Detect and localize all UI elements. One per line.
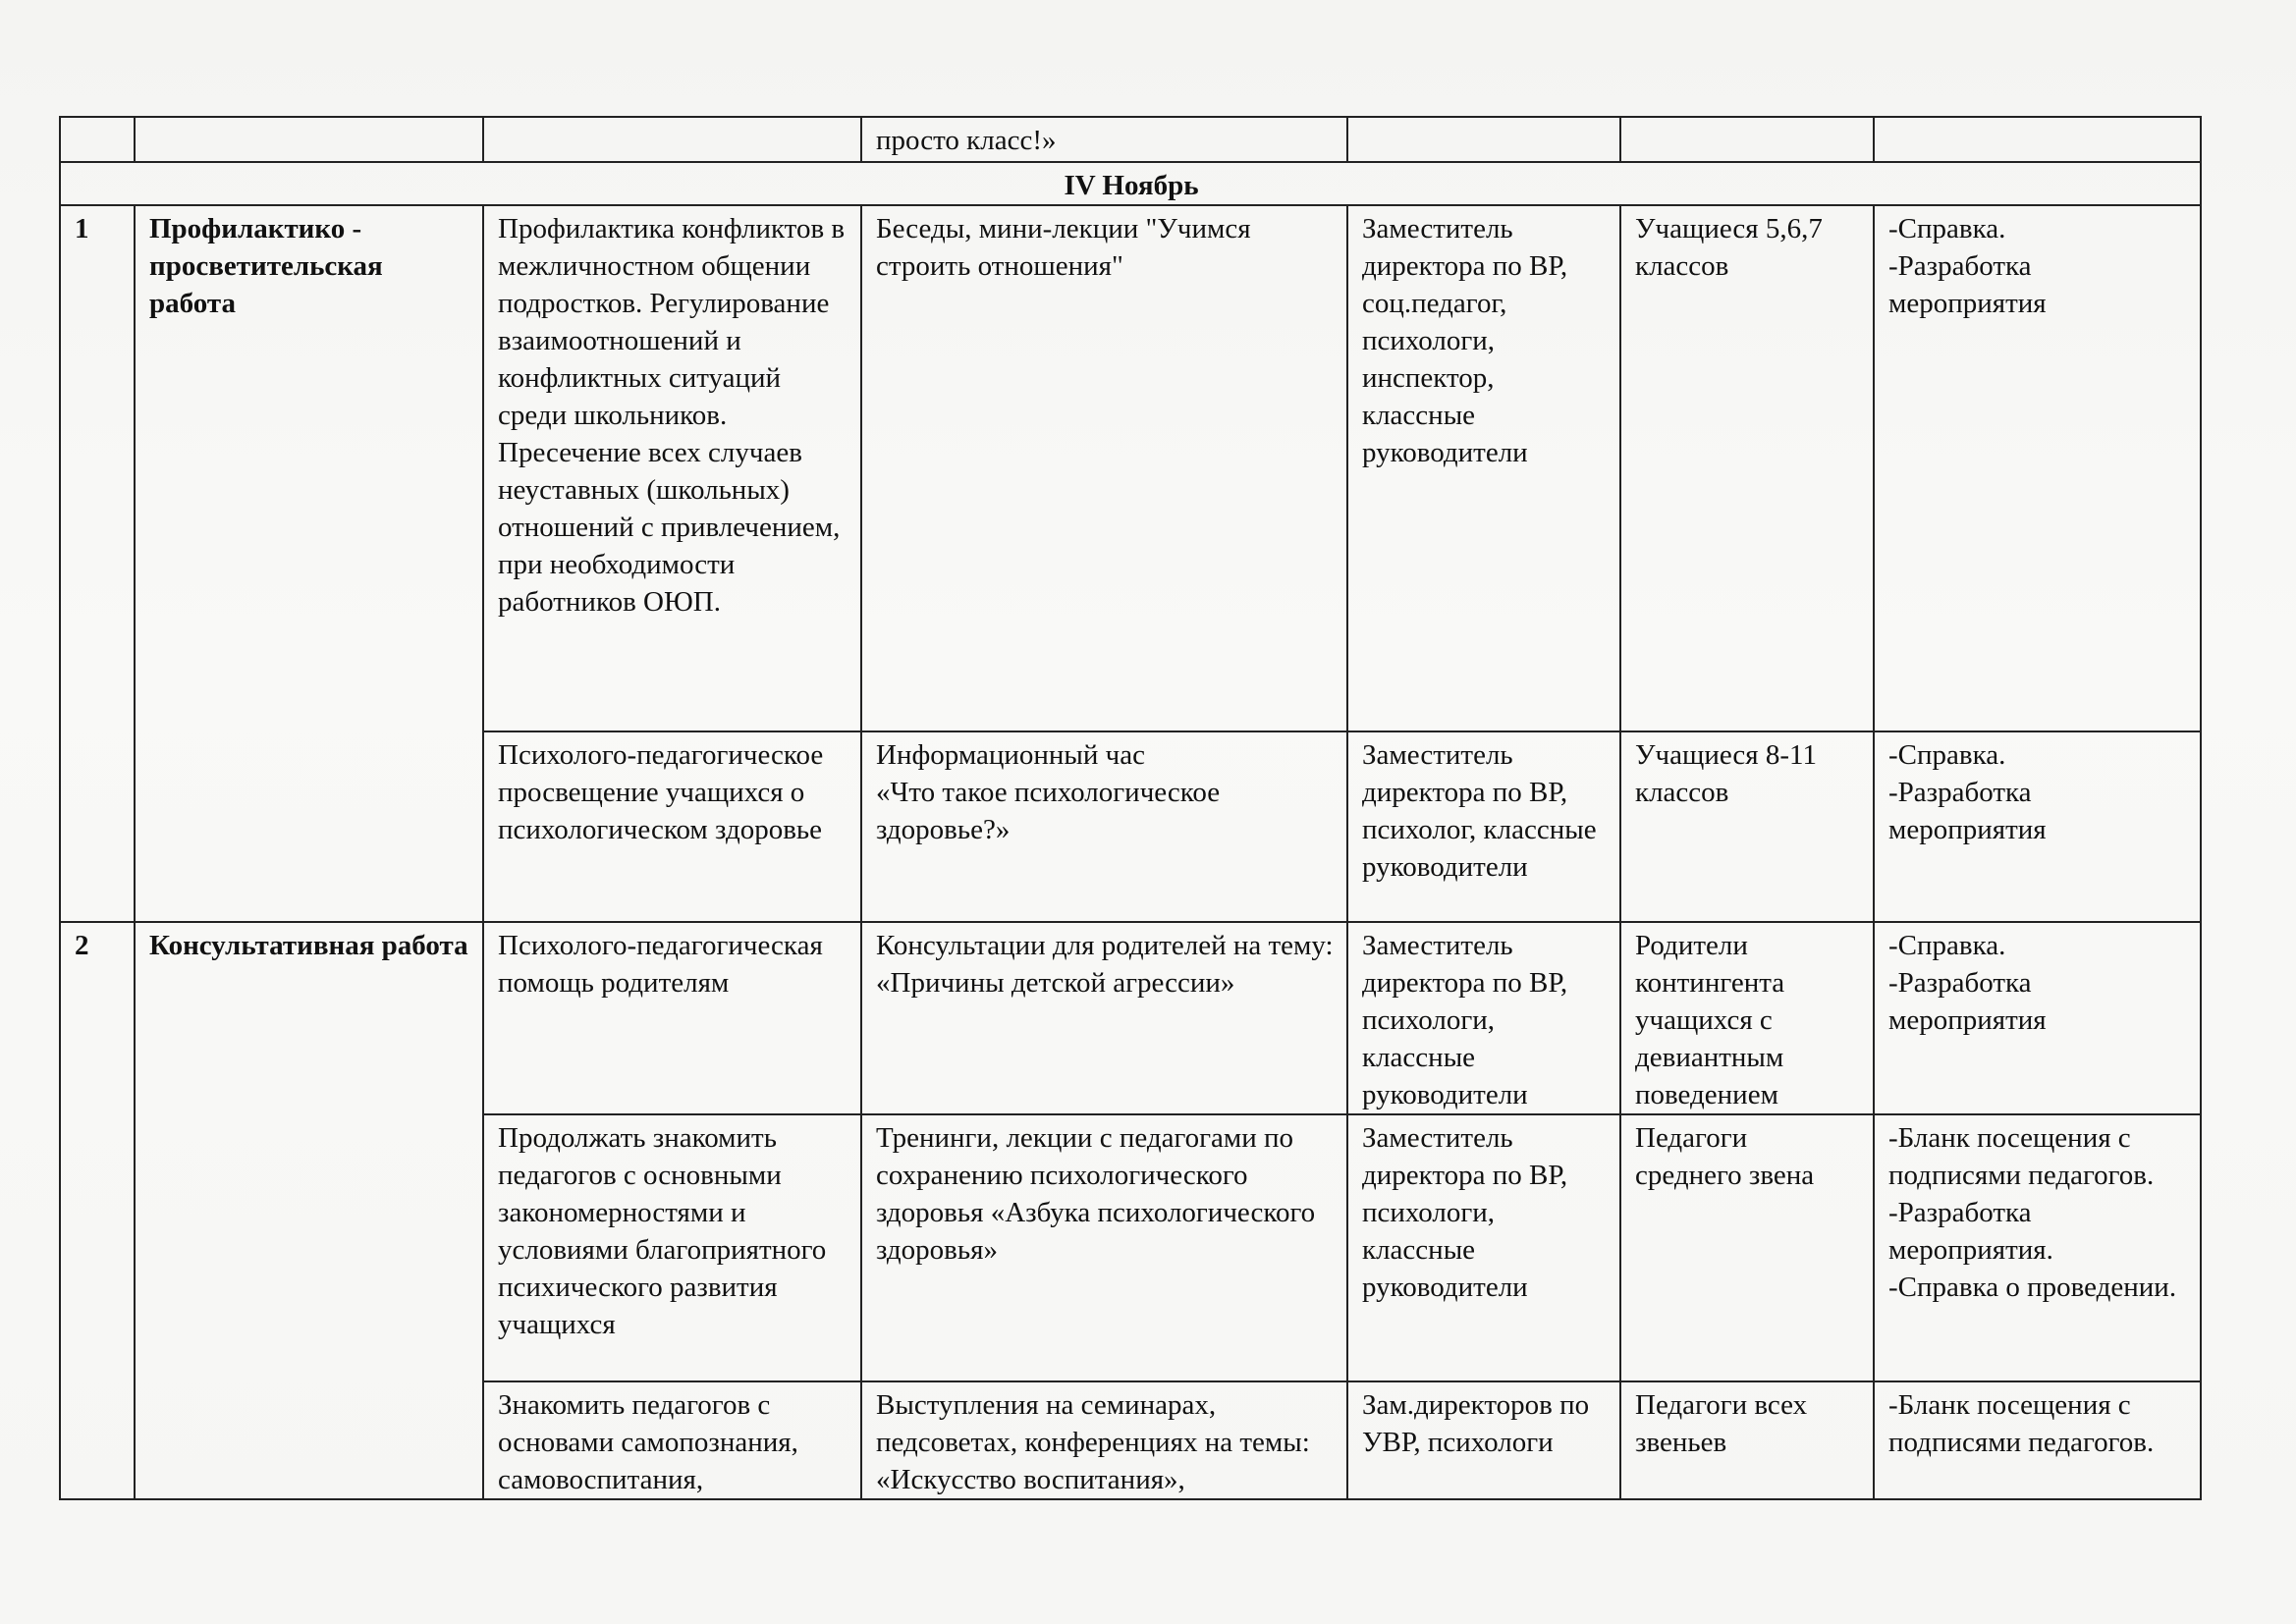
content-cell: Психолого-педагогическая помощь родителям xyxy=(483,922,861,1114)
form-cell: Выступления на семинарах, педсоветах, конференциях на темы: «Искусство воспитания», xyxy=(861,1381,1347,1499)
month-header: IV Ноябрь xyxy=(60,162,2201,205)
content-cell: Психолого-педагогическое просвещение учащихся о психологическом здоровье xyxy=(483,731,861,922)
continuation-row xyxy=(60,117,2201,162)
month-row xyxy=(60,162,2201,205)
responsible-cell: Зам.директоров по УВР, психологи xyxy=(1347,1381,1620,1499)
cell-empty xyxy=(1347,117,1620,162)
form-cell: Информационный час «Что такое психологическое здоровье?» xyxy=(861,731,1347,922)
table-row xyxy=(60,205,2201,731)
cell-empty xyxy=(1874,117,2201,162)
responsible-cell: Заместитель директора по ВР, соц.педагог, психологи, инспектор, классные руководители xyxy=(1347,205,1620,731)
section-number: 2 xyxy=(60,922,135,1499)
form-cell: Консультации для родителей на тему: «Причины детской агрессии» xyxy=(861,922,1347,1114)
participants-cell: Учащиеся 5,6,7 классов xyxy=(1620,205,1874,731)
cell-empty xyxy=(135,117,483,162)
section-number: 1 xyxy=(60,205,135,922)
participants-cell: Педагоги среднего звена xyxy=(1620,1114,1874,1381)
section-direction: Консультативная работа xyxy=(135,922,483,1499)
result-cell: -Бланк посещения с подписями педагогов. xyxy=(1874,1381,2201,1499)
content-cell: Продолжать знакомить педагогов с основными закономерностями и условиями благоприятного психического развития учащихся xyxy=(483,1114,861,1381)
participants-cell: Учащиеся 8-11 классов xyxy=(1620,731,1874,922)
participants-cell: Педагоги всех звеньев xyxy=(1620,1381,1874,1499)
cell-empty xyxy=(60,117,135,162)
result-cell: -Бланк посещения с подписями педагогов. -Разработка мероприятия. -Справка о проведении. xyxy=(1874,1114,2201,1381)
plan-table xyxy=(59,116,2202,1500)
responsible-cell: Заместитель директора по ВР, психолог, классные руководители xyxy=(1347,731,1620,922)
cell-empty xyxy=(1620,117,1874,162)
content-cell: Знакомить педагогов с основами самопознания, самовоспитания, xyxy=(483,1381,861,1499)
section-direction: Профилактико - просветительская работа xyxy=(135,205,483,922)
continuation-text: просто класс!» xyxy=(861,117,1347,162)
table-row xyxy=(60,922,2201,1114)
form-cell: Тренинги, лекции с педагогами по сохранению психологического здоровья «Азбука психологического здоровья» xyxy=(861,1114,1347,1381)
result-cell: -Справка. -Разработка мероприятия xyxy=(1874,731,2201,922)
result-cell: -Справка. -Разработка мероприятия xyxy=(1874,205,2201,731)
responsible-cell: Заместитель директора по ВР, психологи, классные руководители xyxy=(1347,1114,1620,1381)
form-cell: Беседы, мини-лекции "Учимся строить отношения" xyxy=(861,205,1347,731)
participants-cell: Родители контингента учащихся с девиантным поведением xyxy=(1620,922,1874,1114)
content-cell: Профилактика конфликтов в межличностном общении подростков. Регулирование взаимоотношений и конфликтных ситуаций среди школьников. Пресечение всех случаев неуставных (школьных) отношений с привлечением, при необходимости работников ОЮП. xyxy=(483,205,861,731)
responsible-cell: Заместитель директора по ВР, психологи, классные руководители xyxy=(1347,922,1620,1114)
cell-empty xyxy=(483,117,861,162)
result-cell: -Справка. -Разработка мероприятия xyxy=(1874,922,2201,1114)
